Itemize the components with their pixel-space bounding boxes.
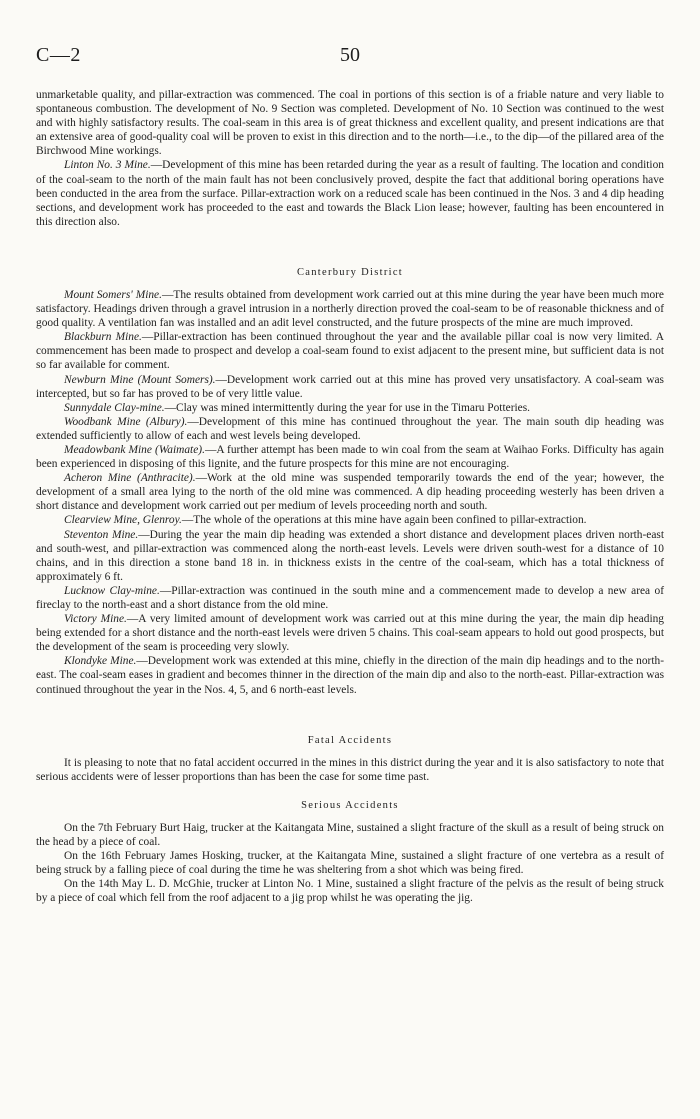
paragraph-lead: Lucknow Clay-mine.	[64, 584, 160, 597]
paragraph	[36, 756, 664, 784]
paragraph	[36, 513, 664, 527]
paragraph-text: —Development work carried out at this mine has proved very unsatisfactory. A coal-seam was intercepted, but so far has proved to be of very little value.	[36, 373, 664, 400]
paragraph-text: unmarketable quality, and pillar-extraction was commenced. The coal in portions of this section is of a friable nature and very liable to spontaneous combustion. The development of No. 9 Section was completed. Development of No. 10 Section was continued to the west and with highly satisfactory results. The coal-seam in this area is of great thickness and excellent quality, and present indications are that an extensive area of good-quality coal will be proven to exist in this direction and to the north—i.e., to the dip—of the pillared area of the Birchwood Mine workings.	[36, 89, 664, 158]
paragraph-text: —Clay was mined intermittently during the year for use in the Timaru Potteries.	[164, 401, 530, 414]
paragraph-text: —Development of this mine has been retarded during the year as a result of faulting. The location and condition of the coal-seam to the north of the main fault has not been conclusively proved, despite the fact that additional boring operations have been conducted in the area from the surface. Pillar-extraction work on a reduced scale has been continued in the Nos. 3 and 4 dip heading sections, and development work has proceeded to the east and towards the Black Lion lease; however, faulting has been encountered in this direction also.	[36, 159, 664, 228]
paragraph	[36, 330, 664, 372]
paragraph	[36, 849, 664, 877]
paragraph-text: —Development work was extended at this mine, chiefly in the direction of the main dip headings and to the north-east. The coal-seam eases in gradient and becomes thinner in the direction of the main dip and also to the north-east. Pillar-extraction was continued throughout the year in the Nos. 4, 5, and 6 north-east levels.	[36, 655, 664, 696]
paragraph-lead: Acheron Mine (Anthracite).	[64, 472, 196, 485]
paragraph-lead: Woodbank Mine (Albury).	[64, 415, 188, 428]
section-intro	[36, 88, 664, 229]
paragraph-text: —The whole of the operations at this mine have again been confined to pillar-extraction.	[181, 514, 587, 527]
section-heading-canterbury: Canterbury District	[296, 266, 404, 278]
section-fatal-accidents	[36, 756, 664, 784]
section-heading-fatal-accidents: Fatal Accidents	[307, 734, 393, 746]
paragraph	[36, 288, 664, 330]
page-header	[36, 44, 664, 74]
paragraph-text: On the 16th February James Hosking, trucker, at the Kaitangata Mine, sustained a slight fracture of one vertebra as a result of being struck by a falling piece of coal during the time he was sheltering from a shot which was being fired.	[36, 850, 664, 877]
paragraph-text: It is pleasing to note that no fatal accident occurred in the mines in this district during the year and it is also satisfactory to note that serious accidents were of lesser proportions than has been the case for some time past.	[36, 756, 664, 783]
paragraph	[36, 612, 664, 654]
paragraph	[36, 415, 664, 443]
paragraph-lead: Blackburn Mine.	[64, 331, 142, 344]
section-serious-accidents	[36, 821, 664, 906]
paragraph	[36, 471, 664, 513]
paragraph	[36, 443, 664, 471]
paragraph	[36, 584, 664, 612]
section-canterbury	[36, 288, 664, 697]
paragraph-lead: Linton No. 3 Mine.	[64, 159, 151, 172]
paragraph-text: —A very limited amount of development work was carried out at this mine during the year, the main dip heading being extended for a short distance and the north-east levels were driven 5 chains. This coal-seam appears to hold out good prospects, but the development of the seam is proceeding very slowly.	[36, 613, 664, 654]
paragraph	[36, 401, 664, 415]
paragraph	[36, 654, 664, 696]
paragraph	[36, 373, 664, 401]
paragraph-text: —Work at the old mine was suspended temporarily towards the end of the year; however, the development of a small area lying to the north of the old mine was commenced. A dip heading proceeding westerly has been driven a short distance and development work carried out per medium of levels proceeding north and south.	[36, 472, 664, 513]
paragraph	[36, 528, 664, 584]
paragraph-lead: Steventon Mine.	[64, 528, 139, 541]
paragraph-text: —Development of this mine has continued throughout the year. The main south dip heading was extended sufficiently to allow of each and west levels being developed.	[36, 415, 664, 442]
paragraph	[36, 821, 664, 849]
paragraph-lead: Victory Mine.	[64, 613, 127, 626]
paragraph-text: —The results obtained from development work carried out at this mine during the year have been much more satisfactory. Headings driven through a gravel intrusion in a northerly direction proved the coal-seam to be of reasonable thickness and of good quality. A ventilation fan was installed and an adit level constructed, and the future prospects of the mine are much improved.	[36, 288, 664, 330]
paragraph	[36, 877, 664, 905]
paragraph-lead: Newburn Mine (Mount Somers).	[64, 373, 216, 386]
series-code: C—2	[36, 44, 81, 66]
paragraph-lead: Meadowbank Mine (Waimate).	[64, 443, 205, 456]
paragraph-text: On the 7th February Burt Haig, trucker at the Kaitangata Mine, sustained a slight fracture of the skull as a result of being struck on the head by a piece of coal.	[36, 821, 664, 848]
paragraph-text: On the 14th May L. D. McGhie, trucker at Linton No. 1 Mine, sustained a slight fracture of the pelvis as the result of being struck by a piece of coal which fell from the roof adjacent to a jig prop whilst he was operating the jig.	[36, 878, 664, 905]
paragraph-text: —A further attempt has been made to win coal from the seam at Waihao Forks. Difficulty has again been experienced in disposing of this lignite, and the future prospects for this mine are not encouraging.	[36, 443, 664, 471]
paragraph-lead: Sunnydale Clay-mine.	[64, 401, 165, 414]
page-number: 50	[340, 44, 360, 66]
paragraph-text: —During the year the main dip heading was extended a short distance and development places driven north-east and south-west, and pillar-extraction was commenced along the north-east levels. Levels were driven south-west for a distance of 10 chains, and in this direction a stone band 18 in. in thickness exists in the centre of the coal-seam, which has a total thickness of approximately 6 ft.	[36, 528, 664, 583]
paragraph	[36, 88, 664, 158]
section-heading-serious-accidents: Serious Accidents	[301, 799, 399, 811]
paragraph-text: —Pillar-extraction was continued in the south mine and a commencement made to develop a new area of fireclay to the north-east and a short distance from the old mine.	[36, 584, 665, 611]
paragraph-lead: Clearview Mine, Glenroy.	[64, 514, 182, 527]
paragraph-text: —Pillar-extraction has been continued throughout the year and the available pillar coal is now very limited. A commencement has been made to prospect and develop a coal-seam found to exist adjacent to the present mine, but sufficient data is not so far available for comment.	[36, 331, 664, 372]
paragraph-lead: Mount Somers' Mine.	[64, 288, 162, 301]
paragraph	[36, 158, 664, 228]
paragraph-lead: Klondyke Mine.	[64, 655, 137, 668]
